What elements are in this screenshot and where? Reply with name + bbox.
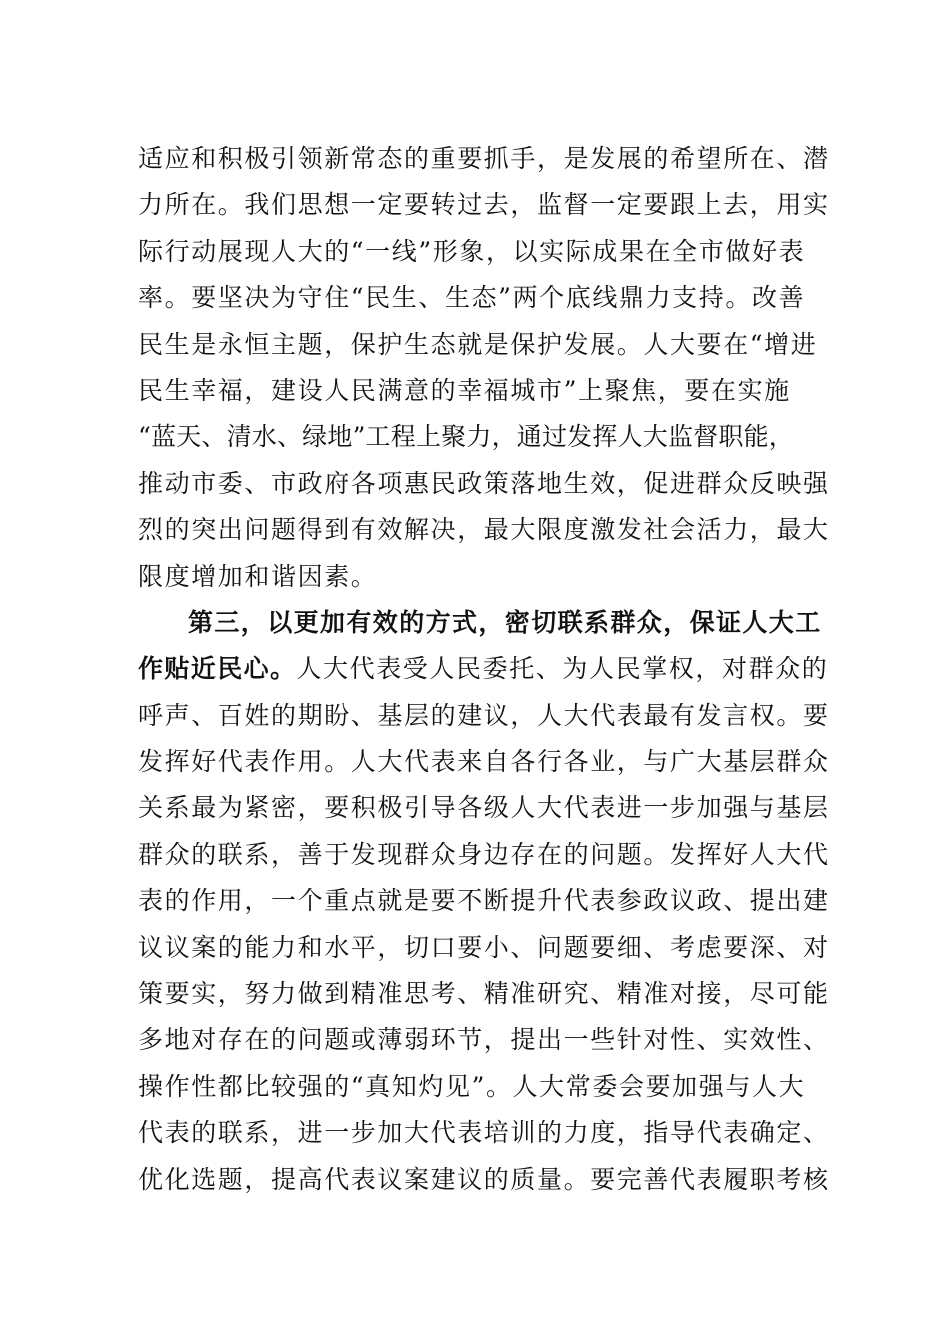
text-line: 多地对存在的问题或薄弱环节，提出一些针对性、实效性、 — [138, 1025, 830, 1055]
text-line: 操作性都比较强的“真知灼见”。人大常委会要加强与人大 — [138, 1071, 806, 1101]
section-heading: 第三，以更加有效的方式，密切联系群众，保证人大工 — [188, 607, 822, 637]
text-line: 呼声、百姓的期盼、基层的建议，人大代表最有发言权。要 — [138, 700, 830, 730]
paragraph-2 — [138, 600, 828, 1203]
paragraph-1 — [138, 136, 828, 600]
document-body — [138, 136, 828, 1203]
text-line: “蓝天、清水、绿地”工程上聚力，通过发挥人大监督职能， — [138, 422, 794, 452]
text-line: 策要实，努力做到精准思考、精准研究、精准对接，尽可能 — [138, 979, 830, 1009]
text-line: 代表的联系，进一步加大代表培训的力度，指导代表确定、 — [138, 1118, 830, 1148]
text-line: 限度增加和谐因素。 — [138, 561, 378, 591]
text-line — [138, 646, 828, 692]
text-line: 力所在。我们思想一定要转过去，监督一定要跟上去，用实 — [138, 190, 830, 220]
text-line: 关系最为紧密，要积极引导各级人大代表进一步加强与基层 — [138, 793, 830, 823]
text-span: 人大代表受人民委托、为人民掌权，对群众的 — [296, 654, 829, 684]
text-line: 民生是永恒主题，保护生态就是保护发展。人大要在“增进 — [138, 329, 818, 359]
text-line: 际行动展现人大的“一线”形象，以实际成果在全市做好表 — [138, 236, 806, 266]
text-line: 民生幸福，建设人民满意的幸福城市”上聚焦，要在实施 — [138, 375, 791, 405]
text-line: 发挥好代表作用。人大代表来自各行各业，与广大基层群众 — [138, 747, 830, 777]
text-line: 烈的突出问题得到有效解决，最大限度激发社会活力，最大 — [138, 515, 830, 545]
section-heading-end: 作贴近民心。 — [138, 654, 297, 684]
text-line: 推动市委、市政府各项惠民政策落地生效，促进群众反映强 — [138, 468, 830, 498]
text-line: 表的作用，一个重点就是要不断提升代表参政议政、提出建 — [138, 886, 830, 916]
text-line: 群众的联系，善于发现群众身边存在的问题。发挥好人大代 — [138, 839, 830, 869]
text-line: 适应和积极引领新常态的重要抓手，是发展的希望所在、潜 — [138, 144, 830, 173]
text-line: 议议案的能力和水平，切口要小、问题要细、考虑要深、对 — [138, 932, 830, 962]
text-line: 率。要坚决为守住“民生、生态”两个底线鼎力支持。改善 — [138, 283, 806, 313]
text-line: 优化选题，提高代表议案建议的质量。要完善代表履职考核 — [138, 1164, 830, 1194]
